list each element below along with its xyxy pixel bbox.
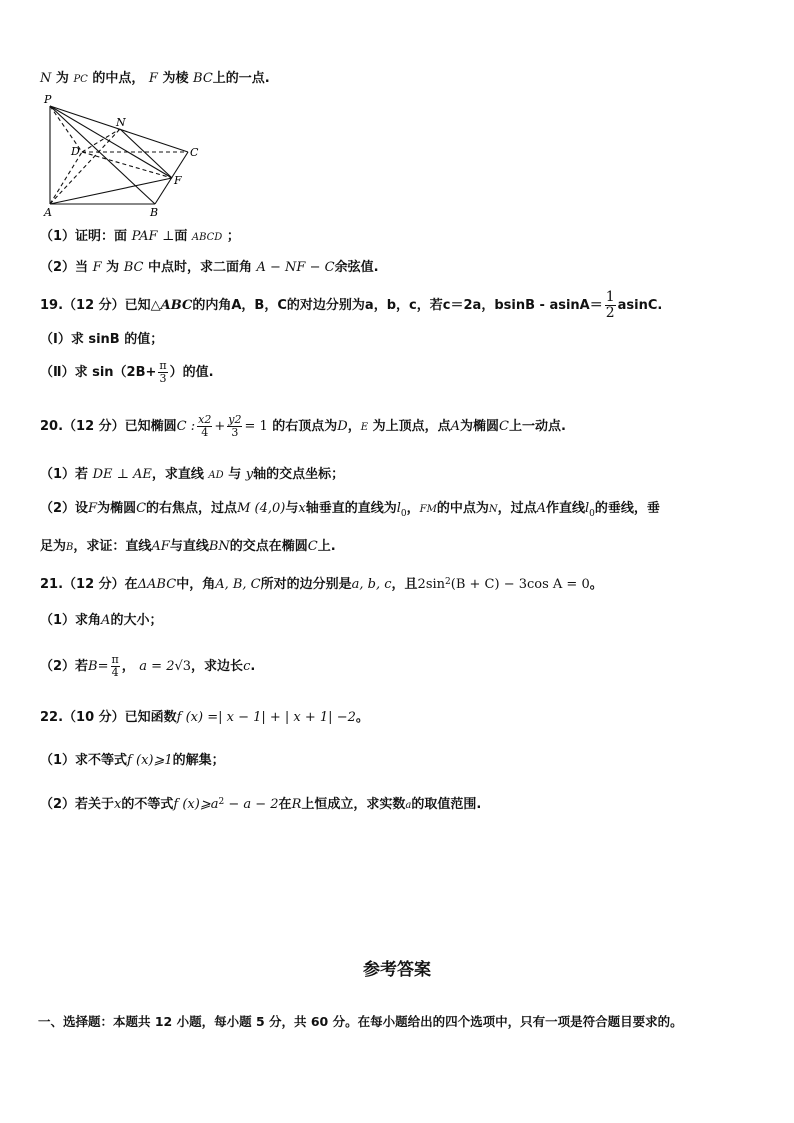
edge-ad [50, 152, 82, 204]
edge-af [50, 178, 172, 204]
q18-part1: （1）证明：面 PAF ⊥面 ABCD ； [40, 229, 240, 244]
q19-fraction: $\frac{1}{2}$ [605, 289, 615, 321]
answers-title: 参考答案 [363, 960, 431, 980]
pyramid-figure [38, 92, 208, 220]
label-n: N [116, 116, 126, 129]
q21-part2: （2）若B= $\frac{\pi}{4}$ ， a = 2√3，求边长c. [40, 653, 256, 679]
q18-part2: （2）当 F 为 BC 中点时，求二面角 A − NF − C余弦值. [40, 260, 379, 275]
q19-pi-fraction: $\frac{\pi}{3}$ [159, 359, 167, 385]
intro-line: N 为 PC 的中点， F 为棱 BC上的一点. [40, 71, 270, 86]
label-a: A [44, 206, 52, 219]
q19-part1: （Ⅰ）求 sinB 的值； [40, 332, 164, 347]
label-b: B [150, 206, 159, 219]
q19-stem: 19.（12 分）已知△ABC的内角A，B，C的对边分别为a，b，c，若c＝2a，bsinB - asinA＝ $\frac{1}{2}$ asinC. [40, 289, 663, 321]
q20-x-fraction: $\frac{x2}{4}$ [198, 413, 212, 439]
q20-part1: （1）若 DE ⊥ AE，求直线 AD 与 y轴的交点坐标； [40, 467, 345, 482]
label-p: P [44, 93, 52, 106]
label-d: D [71, 145, 80, 158]
q20-part2-line1: （2）设F为椭圆C的右焦点，过点M (4,0)与x轴垂直的直线为$l_0$，FM的中点为N，过点A作直线$l_0$的垂线，垂 [40, 501, 660, 519]
edge-pb [50, 106, 155, 204]
q20-stem: 20.（12 分）已知椭圆C : $\frac{x2}{4}$ + $\frac{y2}{3}$ = 1 的右顶点为D，E 为上顶点，点A为椭圆C上一动点. [40, 413, 566, 439]
label-c: C [190, 146, 199, 159]
q21-stem: 21.（12 分）在ΔABC中，角A, B, C所对的边分别是a, b, c，且$2\sin^2(B + C) - 3\cos$ A = 0。 [40, 577, 603, 592]
edge-an [50, 129, 120, 204]
edge-pf [50, 106, 172, 178]
q19-part2: （Ⅱ）求 sin（2B+ $\frac{\pi}{3}$ ）的值. [40, 359, 214, 385]
q22-part1: （1）求不等式f (x)⩾1的解集； [40, 753, 225, 768]
q20-y-fraction: $\frac{y2}{3}$ [228, 413, 242, 439]
label-f: F [174, 174, 182, 187]
answers-section1: 一、选择题：本题共 12 小题，每小题 5 分，共 60 分。在每小题给出的四个选项中，只有一项是符合题目要求的。 [38, 1014, 683, 1029]
q21-part1: （1）求角A的大小； [40, 613, 163, 628]
q20-part2-line2: 足为B，求证：直线AF与直线BN的交点在椭圆C上. [40, 539, 336, 554]
q22-stem: 22.（10 分）已知函数f (x) =| x − 1| + | x + 1| −2。 [40, 710, 369, 725]
q22-part2: （2）若关于x的不等式f $(x)⩾a^2 - a - 2$在R上恒成立，求实数a的取值范围. [40, 797, 482, 812]
q21-pi-fraction: $\frac{\pi}{4}$ [111, 653, 119, 679]
